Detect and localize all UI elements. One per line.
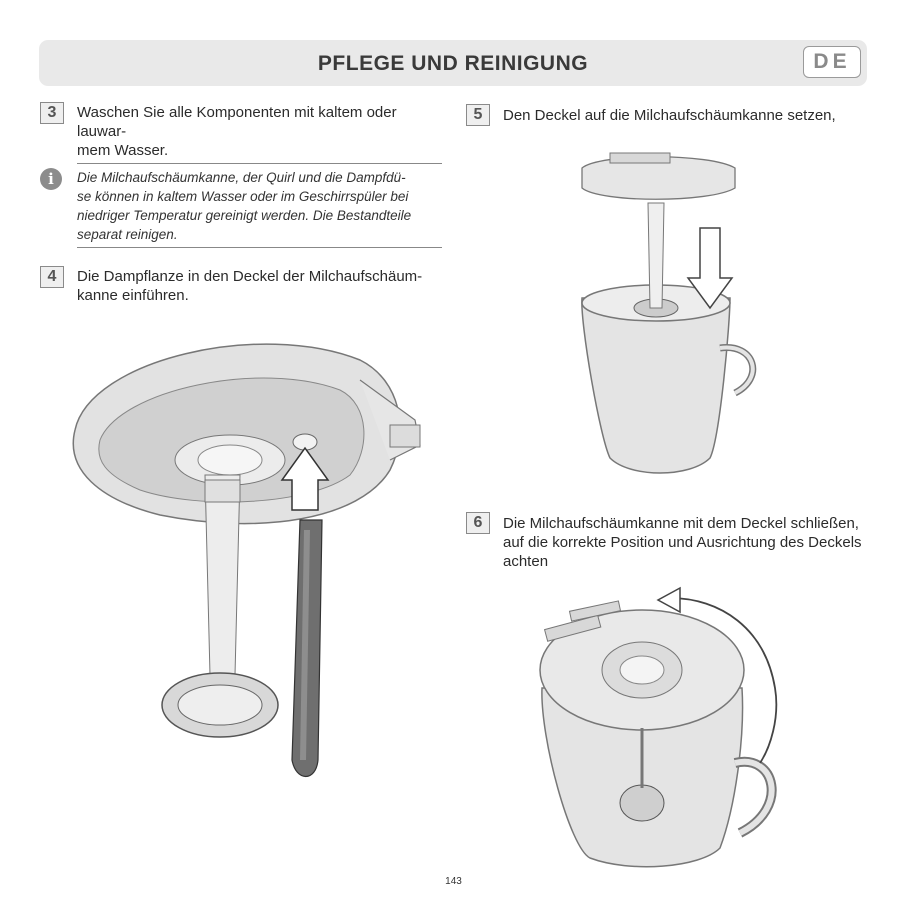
step-4-line-2: kanne einführen. <box>77 287 189 304</box>
step-6-number: 6 <box>466 512 490 534</box>
step-3-number: 3 <box>40 102 64 124</box>
step-3-line-1: Waschen Sie alle Komponenten mit kaltem oder lauwar- <box>77 104 397 140</box>
note-bottom-rule <box>77 247 442 248</box>
lid-onto-jug-illustration <box>570 148 760 488</box>
step-3-line-2: mem Wasser. <box>77 142 169 159</box>
info-icon: i <box>40 168 62 190</box>
note-text <box>77 168 442 244</box>
step-4-text <box>77 267 445 305</box>
note-line-2: se können in kaltem Wasser oder im Geschirrspüler bei <box>77 189 409 204</box>
page-number: 143 <box>445 876 462 887</box>
step-4-number: 4 <box>40 266 64 288</box>
step-5-text <box>503 106 873 125</box>
note-top-rule <box>77 163 442 164</box>
note-line-4: separat reinigen. <box>77 227 178 242</box>
step-6-line-3: achten <box>503 553 549 570</box>
step-6-text <box>503 514 869 571</box>
step-6-line-1: Die Milchaufschäumkanne mit dem Deckel schließen, <box>503 515 859 532</box>
step-6-line-2: auf die korrekte Position und Ausrichtung des Deckels <box>503 534 862 551</box>
page-title: PFLEGE UND REINIGUNG <box>317 52 589 75</box>
language-badge: DE <box>803 46 861 78</box>
step-5-line-1: Den Deckel auf die Milchaufschäumkanne setzen, <box>503 107 836 124</box>
step-4-line-1: Die Dampflanze in den Deckel der Milchaufschäum- <box>77 268 423 285</box>
step-5-number: 5 <box>466 104 490 126</box>
note-line-3: niedriger Temperatur gereinigt werden. Die Bestandteile <box>77 208 412 223</box>
step-3-text <box>77 103 447 160</box>
note-line-1: Die Milchaufschäumkanne, der Quirl und die Dampfdü- <box>77 170 406 185</box>
header-bar <box>39 40 867 86</box>
lid-steam-wand-illustration <box>60 320 440 860</box>
close-lid-rotation-illustration <box>530 578 790 868</box>
